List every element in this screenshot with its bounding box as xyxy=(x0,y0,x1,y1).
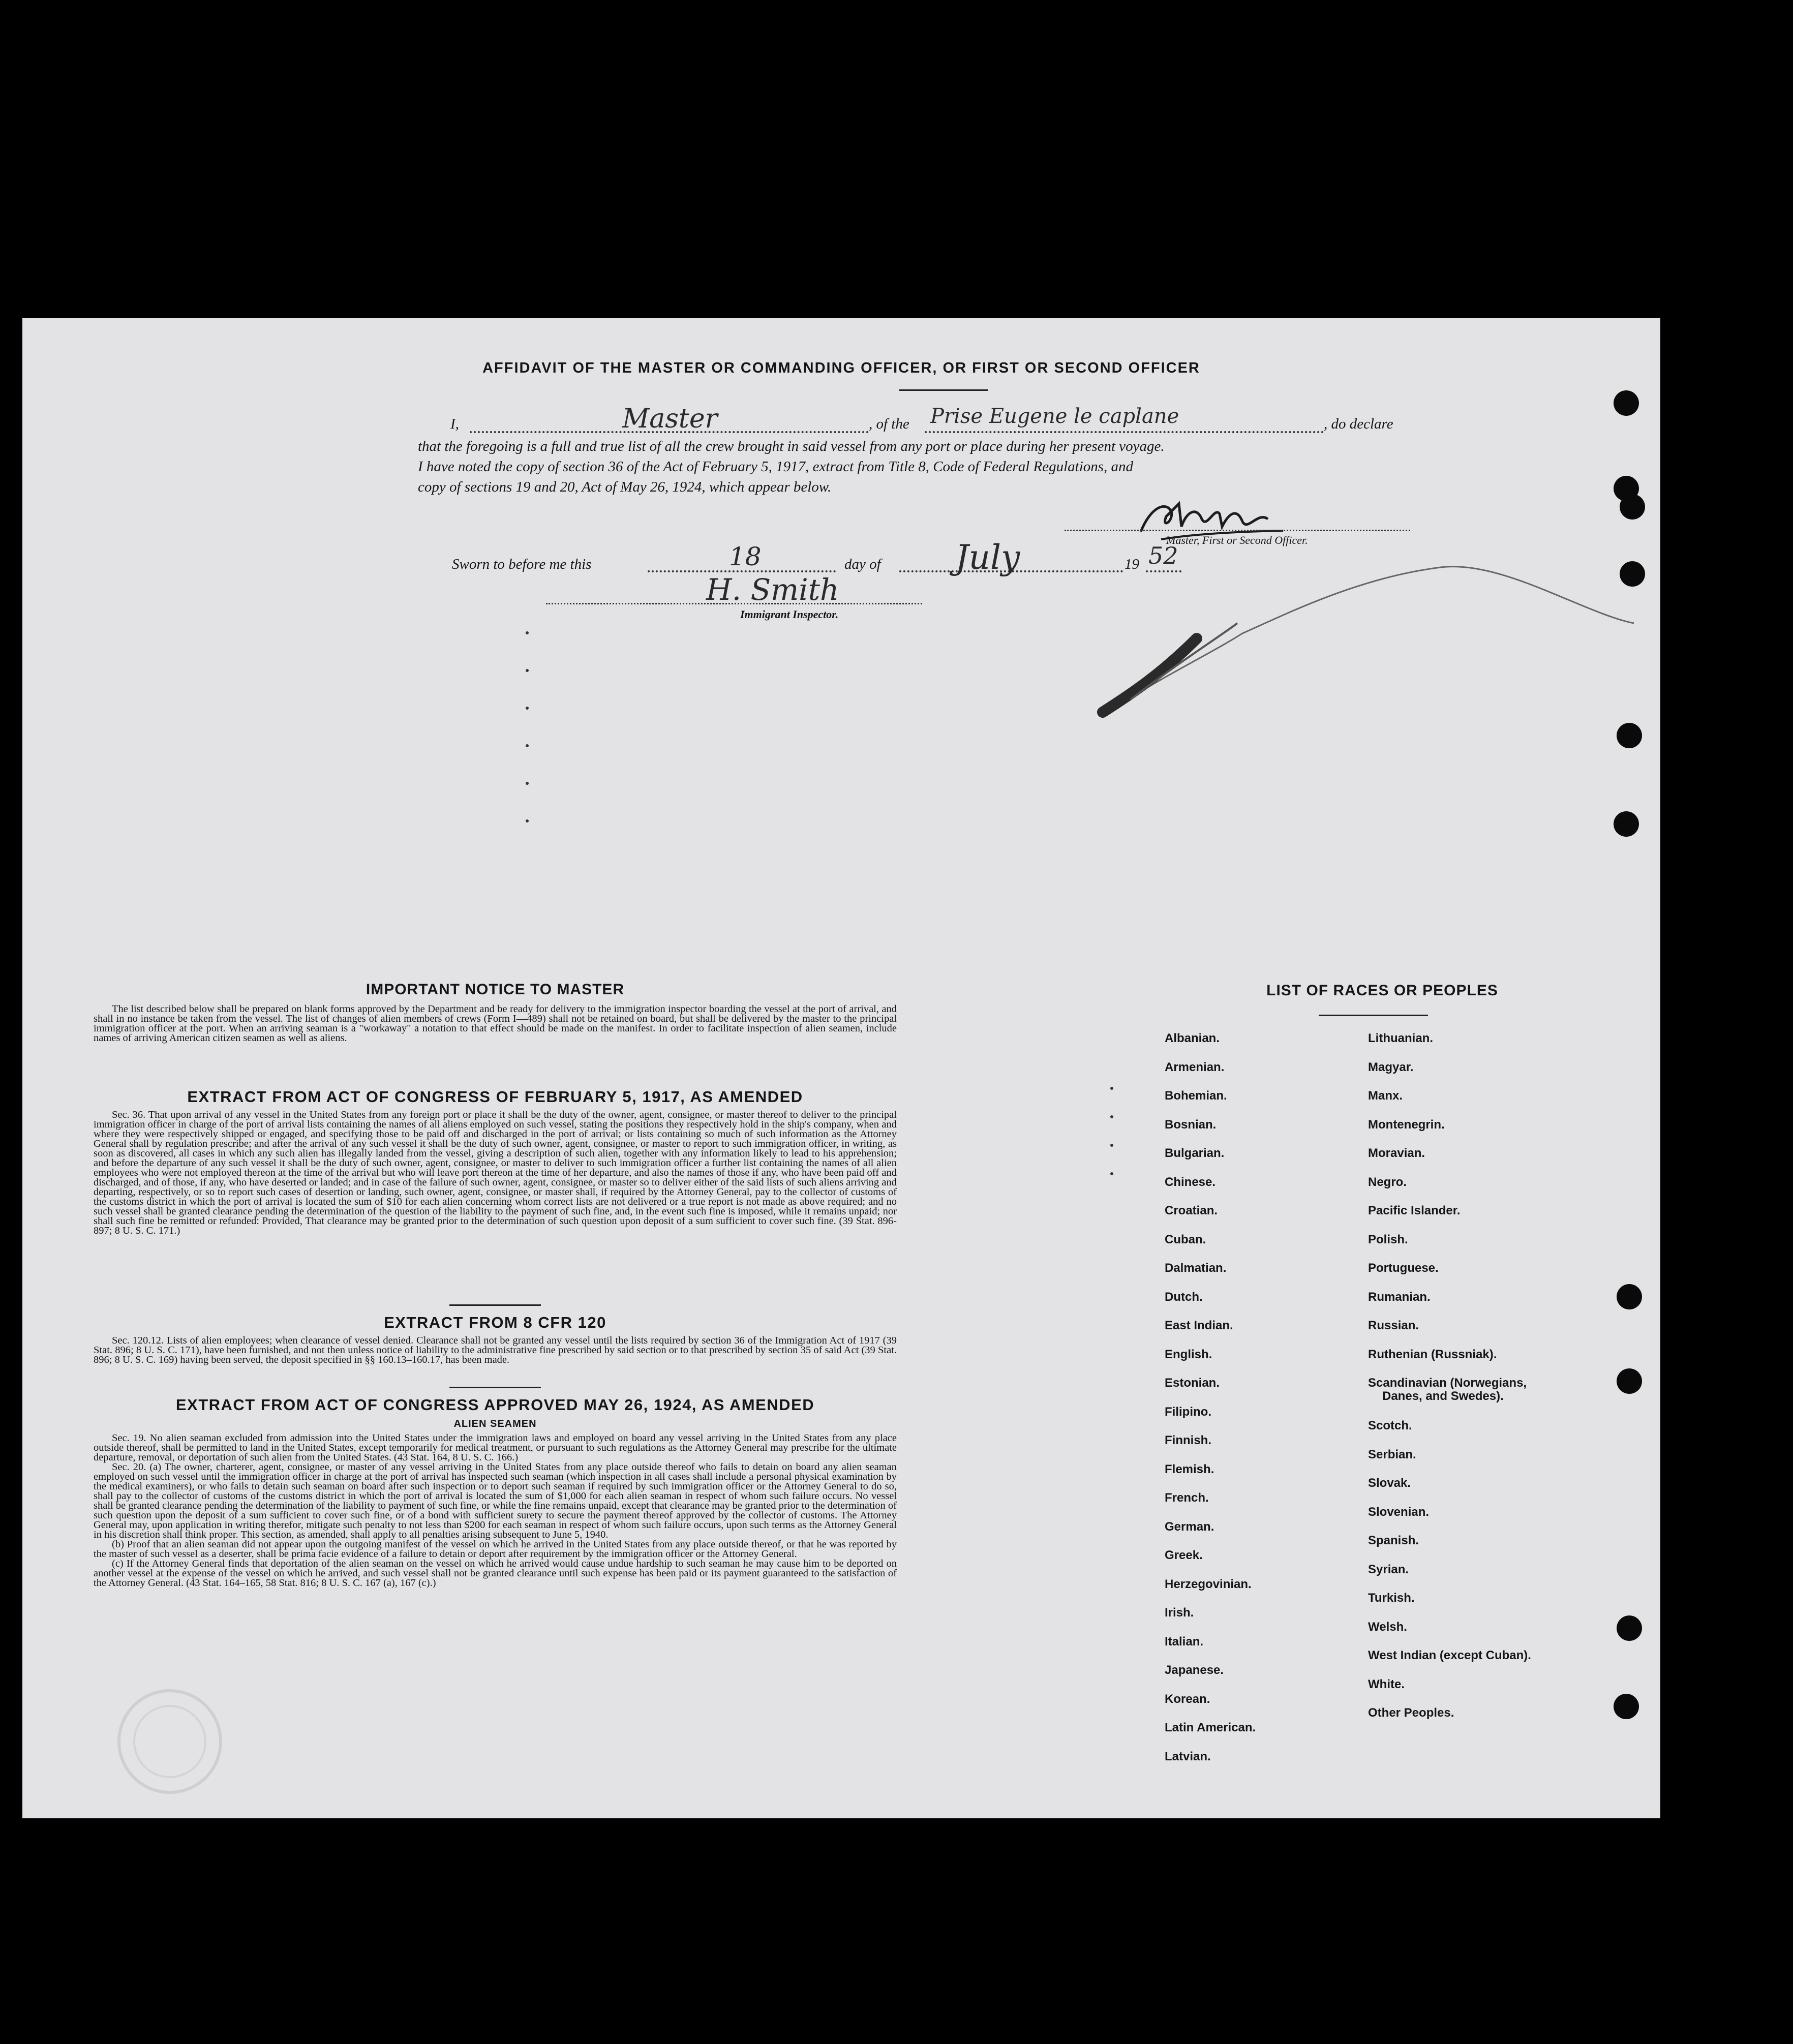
sec-20b-text: (b) Proof that an alien seaman did not appear upon the outgoing manifest of the vessel on which he arrived in the United States from any place outside thereof, or that he was reported by the master of such vessel as a deserter, shall be prima facie evidence of a failure to detain or deport after requirement by the immigration officer or the Attorney General. xyxy=(94,1539,897,1560)
dot-mark xyxy=(526,819,529,822)
race-item: Dutch. xyxy=(1165,1290,1203,1304)
sec-120-text: Lists of alien employees; when clearance of vessel denied. Clearance shall not be granted any vessel until the lists required by section 36 of the Immigration Act of 1917 (39 Stat. 896; 8 U. S. C. 171), have been furnished, and not then unless notice of liability to the administrative fine prescribed by said section or to that prescribed by section 35 of said Act (39 Stat. 896; 8 U. S. C. 169) having been served, the deposit specified in §§ 160.13–160.17, has been made. xyxy=(94,1335,897,1365)
race-item: Negro. xyxy=(1368,1175,1407,1189)
race-item: Polish. xyxy=(1368,1232,1408,1246)
race-item: Bulgarian. xyxy=(1165,1146,1225,1160)
races-heading: LIST OF RACES OR PEOPLES xyxy=(1266,982,1498,999)
race-item: Latin American. xyxy=(1165,1721,1256,1734)
races-divider xyxy=(1319,1015,1428,1016)
declare-i: I, xyxy=(450,416,459,432)
affidavit-page xyxy=(22,318,1660,1818)
dot-mark xyxy=(526,707,529,710)
year-handwritten: 52 xyxy=(1148,542,1178,569)
affidavit-heading: AFFIDAVIT OF THE MASTER OR COMMANDING OFFICER, OR FIRST OR SECOND OFFICER xyxy=(482,360,1200,376)
race-item: Slovenian. xyxy=(1368,1505,1430,1519)
inspector-line xyxy=(546,603,922,604)
extract-cfr-body xyxy=(94,1336,897,1365)
races-col-2 xyxy=(1368,1032,1531,1735)
race-item: Scotch. xyxy=(1368,1419,1412,1432)
race-item: English. xyxy=(1165,1347,1212,1361)
race-scandinavian: Scandinavian (Norwegians, xyxy=(1368,1376,1527,1390)
dot-mark xyxy=(526,631,529,634)
extract-1924-body xyxy=(94,1433,897,1588)
alien-seamen-subheading: ALIEN SEAMEN xyxy=(453,1418,537,1429)
vessel-fill-line xyxy=(925,431,1324,433)
race-item: Russian. xyxy=(1368,1319,1419,1332)
race-item: Finnish. xyxy=(1165,1433,1211,1447)
race-item: Armenian. xyxy=(1165,1060,1225,1074)
binder-hole xyxy=(1617,1284,1642,1309)
do-declare-text: , do declare xyxy=(1324,416,1393,432)
race-item: Other Peoples. xyxy=(1368,1706,1454,1720)
race-item: Korean. xyxy=(1165,1692,1210,1706)
race-item: Italian. xyxy=(1165,1634,1204,1649)
race-item: German. xyxy=(1165,1519,1214,1534)
day-handwritten: 18 xyxy=(729,542,762,571)
race-item: Albanian. xyxy=(1165,1031,1220,1045)
month-handwritten: July xyxy=(955,538,1020,577)
sec-20-label: Sec. 20. xyxy=(112,1461,146,1473)
race-item: Latvian. xyxy=(1165,1749,1211,1763)
sec-20c-text: (c) If the Attorney General finds that deportation of the alien seaman on the vessel on which he arrived would cause undue hardship to such seaman he may cause him to be deported on another vessel at the expense of the vessel on which he arrived, and such vessel shall not be granted clearance until such expense has been paid or its payment guaranteed to the satisfaction of the Attorney General. (43 Stat. 164–165, 58 Stat. 816; 8 U. S. C. 167 (a), 167 (c).) xyxy=(94,1558,897,1589)
declaration-line-4: copy of sections 19 and 20, Act of May 26, 1924, which appear below. xyxy=(418,479,832,495)
of-the-text: , of the xyxy=(869,416,909,432)
binder-hole xyxy=(1617,1615,1642,1641)
races-col-1 xyxy=(1165,1032,1256,1779)
sec-36-text: That upon arrival of any vessel in the United States from any foreign port or place it shall be the duty of the owner, agent, consignee, or master thereof to deliver to the principal immigration officer in charge of the port of arrival lists containing the names of all aliens employed on such vessel, stating the positions they respectively hold in the ship's company, when and where they were respectively shipped or engaged, and specifying those to be paid off and discharged in the port of arrival; or lists containing so much of such information as the Attorney General shall by regulation prescribe; and after the arrival of any such vessel it shall be the duty of such owner, agent, consignee, or master to report to such immigration officer, in writing, as soon as discovered, all cases in which any such alien has illegally landed from the vessel, giving a description of such alien, together with any information likely to lead to his apprehension; and before the departure of any such vessel it shall be the duty of such owner, agent, consignee, or master to deliver to such immigration officer a further list containing the names of all alien employees who were not employed thereon at the time of the arrival but who will leave port thereon at the time of her departure, and also the names of those if any, who have been paid off and discharged, and of those, if any, who have deserted or landed; and in case of the failure of such owner, agent, consignee, or master so to deliver either of the said lists of such aliens arriving and departing, respectively, or so to report such cases of desertion or landing, such owner, agent, consignee, or master shall, if required by the Attorney General, pay to the collector of customs of the customs district in which the port of arrival is located the sum of $10 for each alien concerning whom correct lists are not delivered or a true report is not made as above required; and no such vessel shall be granted clearance pending the determination of the question of the liability to the payment of such fine, and, in the event such fine is imposed, while it remains unpaid; nor shall such fine be remitted or refunded: Provided, That clearance may be granted prior to the determination of such question upon deposit of a sum sufficient to cover such fine. (39 Stat. 896-897; 8 U. S. C. 171.) xyxy=(94,1109,897,1236)
sec-36-label: Sec. 36. xyxy=(112,1109,146,1120)
race-item: Manx. xyxy=(1368,1089,1403,1103)
sec-20a-text: (a) The owner, charterer, agent, consignee, or master of any vessel arriving in the United States from any place outside thereof who fails to detain on board any alien seaman employed on such vessel until the immigration officer in charge at the port of arrival has inspected such seaman (which inspection in all cases shall include a personal physical examination by the medical examiners), or who fails to detain such seaman on board after such inspection or to deport such seaman if required by such immigration officer or the Attorney General to do so, shall pay to the collector of customs of the customs district in which the port of arrival is located the sum of $1,000 for each alien seaman in respect of whom such failure occurs. No vessel shall be granted clearance pending the determination of the liability to payment of such fine, or while the fine remains unpaid, except that clearance may be granted prior to the determination of such question upon the deposit of a sum sufficient to cover such fine, or of a bond with sufficient surety to secure the payment thereof approved by the collector of customs. The Attorney General may, upon application in writing therefor, mitigate such penalty to not less than $200 for each seaman in respect of whom such failure occurs, upon such terms as the Attorney General in his discretion shall think proper. This section, as amended, shall apply to all penalties arising subsequent to June 5, 1940. xyxy=(94,1461,897,1540)
dot-mark xyxy=(526,669,529,672)
race-item: Japanese. xyxy=(1165,1663,1224,1677)
dot-mark xyxy=(1110,1087,1113,1090)
race-item: Portuguese. xyxy=(1368,1261,1439,1275)
signature-label: Master, First or Second Officer. xyxy=(1166,534,1308,546)
vessel-name-handwritten: Prise Eugene le caplane xyxy=(930,405,1179,428)
binder-hole xyxy=(1620,561,1645,587)
race-item: Montenegrin. xyxy=(1368,1117,1445,1132)
race-item: Syrian. xyxy=(1368,1562,1409,1576)
race-item: Irish. xyxy=(1165,1606,1194,1620)
race-item: French. xyxy=(1165,1491,1209,1505)
divider-1917 xyxy=(449,1304,541,1306)
declaration-line-3: I have noted the copy of section 36 of the Act of February 5, 1917, extract from Title 8, Code of Federal Regulations, and xyxy=(418,459,1134,475)
race-item: Serbian. xyxy=(1368,1447,1416,1461)
race-item: Turkish. xyxy=(1368,1591,1415,1605)
race-item: Bosnian. xyxy=(1165,1117,1217,1132)
day-of-text: day of xyxy=(844,556,881,572)
binder-hole xyxy=(1614,390,1639,416)
sworn-text: Sworn to before me this xyxy=(452,556,592,572)
divider-cfr xyxy=(449,1387,541,1388)
race-item: Welsh. xyxy=(1368,1620,1407,1634)
race-item: Herzegovinian. xyxy=(1165,1577,1252,1591)
binder-hole xyxy=(1620,494,1645,520)
dot-mark xyxy=(526,744,529,747)
inspector-signature: H. Smith xyxy=(706,572,839,607)
race-item: Greek. xyxy=(1165,1548,1203,1562)
race-scandinavian-cont: Danes, and Swedes). xyxy=(1382,1389,1504,1403)
race-item: Estonian. xyxy=(1165,1376,1220,1390)
dot-mark xyxy=(1110,1172,1113,1175)
notice-heading: IMPORTANT NOTICE TO MASTER xyxy=(366,981,625,998)
heading-divider xyxy=(899,389,988,391)
race-item: White. xyxy=(1368,1677,1405,1691)
race-item: Slovak. xyxy=(1368,1476,1411,1490)
binder-hole xyxy=(1617,723,1642,748)
binder-hole xyxy=(1614,1694,1639,1719)
sec-19-text: No alien seaman excluded from admission into the United States under the immigration laws and employed on board any vessel arriving in the United States from any place outside thereof, shall be permitted to land in the United States, except temporarily for medical treatment, or pursuant to such regulations as the Attorney General may prescribe for the ultimate departure, removal, or deportation of such alien from the United States. (43 Stat. 164, 8 U. S. C. 166.) xyxy=(94,1432,897,1463)
race-item: Moravian. xyxy=(1368,1146,1425,1160)
declaration-line-2: that the foregoing is a full and true list of all the crew brought in said vessel from any port or place during her present voyage. xyxy=(418,438,1165,454)
race-item: Dalmatian. xyxy=(1165,1261,1227,1275)
race-item: Flemish. xyxy=(1165,1462,1214,1476)
race-item: East Indian. xyxy=(1165,1319,1233,1332)
dot-mark xyxy=(1110,1144,1113,1147)
embossed-seal xyxy=(114,1686,226,1797)
dot-mark xyxy=(1110,1115,1113,1118)
signature-line xyxy=(1065,530,1410,531)
sec-120-label: Sec. 120.12. xyxy=(112,1335,164,1346)
extract-1917-body xyxy=(94,1110,897,1236)
race-item: West Indian (except Cuban). xyxy=(1368,1649,1531,1662)
extract-1917-heading: EXTRACT FROM ACT OF CONGRESS OF FEBRUARY 5, 1917, AS AMENDED xyxy=(187,1088,803,1106)
dot-mark xyxy=(526,782,529,785)
notice-text xyxy=(94,1004,897,1043)
race-item: Pacific Islander. xyxy=(1368,1204,1461,1217)
race-item: Rumanian. xyxy=(1368,1290,1431,1304)
race-item: Cuban. xyxy=(1165,1232,1206,1246)
binder-hole xyxy=(1614,811,1639,837)
race-item: Chinese. xyxy=(1165,1175,1216,1189)
extract-1924-heading: EXTRACT FROM ACT OF CONGRESS APPROVED MAY 26, 1924, AS AMENDED xyxy=(175,1396,815,1414)
race-item: Croatian. xyxy=(1165,1204,1218,1217)
binder-hole xyxy=(1617,1368,1642,1394)
sec-19-label: Sec. 19. xyxy=(112,1432,146,1444)
race-item xyxy=(1368,1377,1531,1419)
notice-paragraph: The list described below shall be prepared on blank forms approved by the Department and be ready for delivery to the immigration inspector boarding the vessel at the port of arrival, and shall in no instance be taken from the vessel. The list of changes of alien members of crews (Form I—489) shall not be retained on board, but shall be delivered by the master to the principal immigration officer at the port. When an arriving seaman is a "workaway" a notation to that effect should be made on the manifest. In order to facilitate inspection of alien seamen, include names of arriving American citizen seamen as well as aliens. xyxy=(94,1003,897,1044)
race-item: Spanish. xyxy=(1368,1534,1419,1547)
year-prefix: 19 xyxy=(1125,556,1139,572)
extract-cfr-heading: EXTRACT FROM 8 CFR 120 xyxy=(384,1314,606,1331)
inspector-label: Immigrant Inspector. xyxy=(740,608,839,621)
officer-title-handwritten: Master xyxy=(622,404,718,434)
race-item: Filipino. xyxy=(1165,1405,1211,1419)
race-item: Magyar. xyxy=(1368,1060,1414,1074)
race-item: Ruthenian (Russniak). xyxy=(1368,1347,1497,1361)
race-item: Bohemian. xyxy=(1165,1089,1227,1103)
pencil-mark xyxy=(1075,537,1644,730)
race-item: Lithuanian. xyxy=(1368,1031,1433,1045)
